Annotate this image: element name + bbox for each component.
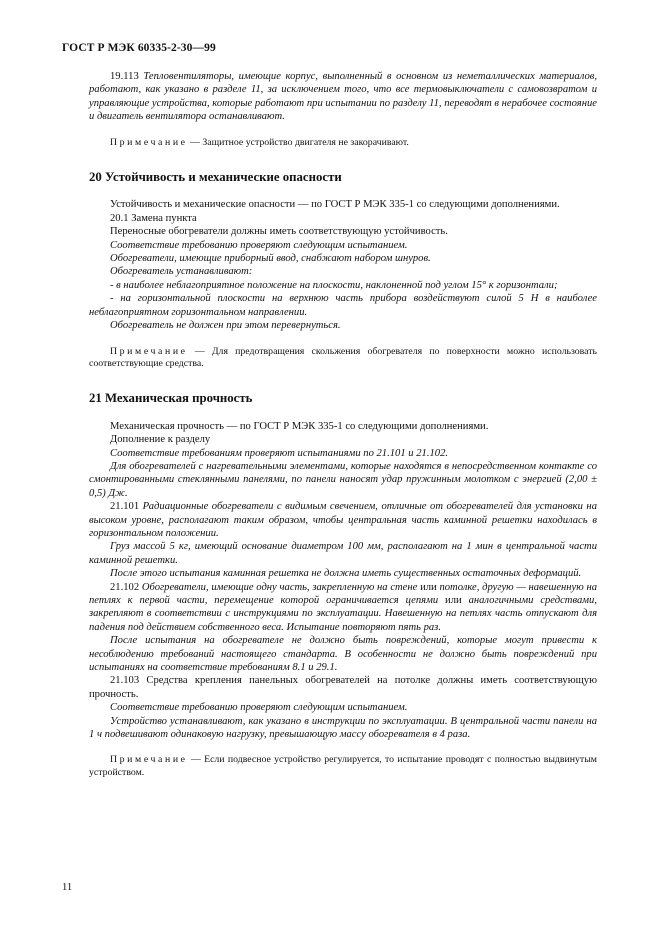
document-header: ГОСТ Р МЭК 60335-2-30—99 [62, 42, 216, 54]
clause-21-103 [89, 674, 597, 701]
paragraph: Соответствие требованиям проверяют испытаниями по 21.101 и 21.102. [110, 447, 449, 459]
section-heading-21: 21 Механическая прочность [89, 391, 253, 406]
clause-number: 21.101 [110, 501, 140, 513]
section-heading-20: 20 Устойчивость и механические опасности [89, 170, 342, 185]
paragraph: Соответствие требованию проверяют следующим испытанием. [110, 702, 408, 714]
paragraph: Соответствие требованию проверяют следующим испытанием. [110, 239, 408, 251]
clause-text: Тепловентиляторы, имеющие корпус, выполненный в основном из неметаллических материалов, работают, как указано в разделе 11, за исключением того, что все термовыключатели с самовозвратом и управляющие устройства, которые работают при испытании по разделу 11, переводят в нерабочее состояние и двигатель вентилятора останавливают. [89, 71, 597, 123]
paragraph: Устройство устанавливают, как указано в инструкции по эксплуатации. В центральной части панели на 1 ч подвешивают одинаковую нагрузку, превышающую массу обогревателя в 4 раза. [89, 715, 597, 741]
note-text: — Для предотвращения скольжения обогревателя по поверхности можно использовать соответствующие средства. [89, 345, 597, 369]
note [89, 137, 597, 149]
clause-21-102: 21.102 Обогреватели, имеющие одну часть, закрепленную на стене или потолке, другую — навешенную на петлях к первой части, перемещение которой ограничивается цепями или аналогичными средствами, закрепляют в соответствии с инструкциями по эксплуатации. Навешенную на петлях часть отпускают для падения под действием собственного веса. Испытание повторяют пять раз. [89, 581, 598, 633]
subclause-heading: 20.1 Замена пункта [110, 212, 197, 224]
note [89, 754, 597, 779]
paragraph: Груз массой 5 кг, имеющий основание диаметром 100 мм, располагают на 1 мин в центральной части каминной решетки. [89, 541, 597, 566]
paragraph: Дополнение к разделу [110, 434, 211, 446]
page-number: 11 [62, 882, 73, 893]
clause-21-101 [89, 500, 597, 540]
note [89, 346, 597, 371]
note-label: Примечание [110, 136, 188, 148]
paragraph: После этого испытания каминная решетка не должна иметь существенных остаточных деформаций. [110, 568, 582, 580]
note-label: Примечание [110, 345, 188, 357]
paragraph: После испытания на обогревателе не должно быть повреждений, которые могут привести к несоблюдению требований настоящего стандарта. В особенности не должно быть повреждений при испытаниях на соответствие требованиям 8.1 и 29.1. [89, 635, 597, 674]
paragraph: Устойчивость и механические опасности — по ГОСТ Р МЭК 335-1 со следующими дополнениями. [110, 199, 560, 211]
clause-19-113 [89, 70, 597, 124]
list-item: - на горизонтальной плоскости на верхнюю часть прибора воздействуют силой 5 Н в наиболее неблагоприятном горизонтальном направлении. [89, 293, 597, 318]
paragraph: Для обогревателей с нагревательными элементами, которые находятся в непосредственном контакте со смонтированными стеклянными панелями, по панели наносят удар пружинным молотком с энергией (2,00 ± 0,5) Дж. [89, 460, 597, 499]
note-label: Примечание [110, 754, 188, 766]
paragraph: Механическая прочность — по ГОСТ Р МЭК 335-1 со следующими дополнениями. [110, 420, 489, 432]
paragraph: Переносные обогреватели должны иметь соответствующую устойчивость. [110, 226, 448, 238]
clause-number: 21.102 [110, 581, 140, 593]
paragraph: Обогреватель не должен при этом перевернуться. [110, 320, 341, 332]
note-text: — Защитное устройство двигателя не закорачивают. [190, 136, 409, 148]
clause-text: Радиационные обогреватели с видимым свечением, отличные от обогревателей для установки на высоком уровне, располагают таким образом, чтобы центральная часть каминной решетки находилась в горизонтальном положении. [89, 501, 597, 539]
paragraph: Обогреватель устанавливают: [110, 266, 253, 278]
note-text: — Если подвесное устройство регулируется, то испытание проводят с полностью выдвинутым устройством. [89, 754, 597, 778]
document-body [89, 70, 597, 779]
clause-number: 21.103 [110, 675, 140, 687]
clause-number: 19.113 [110, 71, 139, 82]
list-item: - в наиболее неблагоприятное положение на плоскости, наклоненной под углом 15° к горизонтали; [110, 279, 558, 291]
paragraph: Обогреватели, имеющие приборный ввод, снабжают набором шнуров. [110, 253, 431, 265]
clause-text: Средства крепления панельных обогревателей на потолке должны иметь соответствующую прочность. [89, 675, 597, 700]
